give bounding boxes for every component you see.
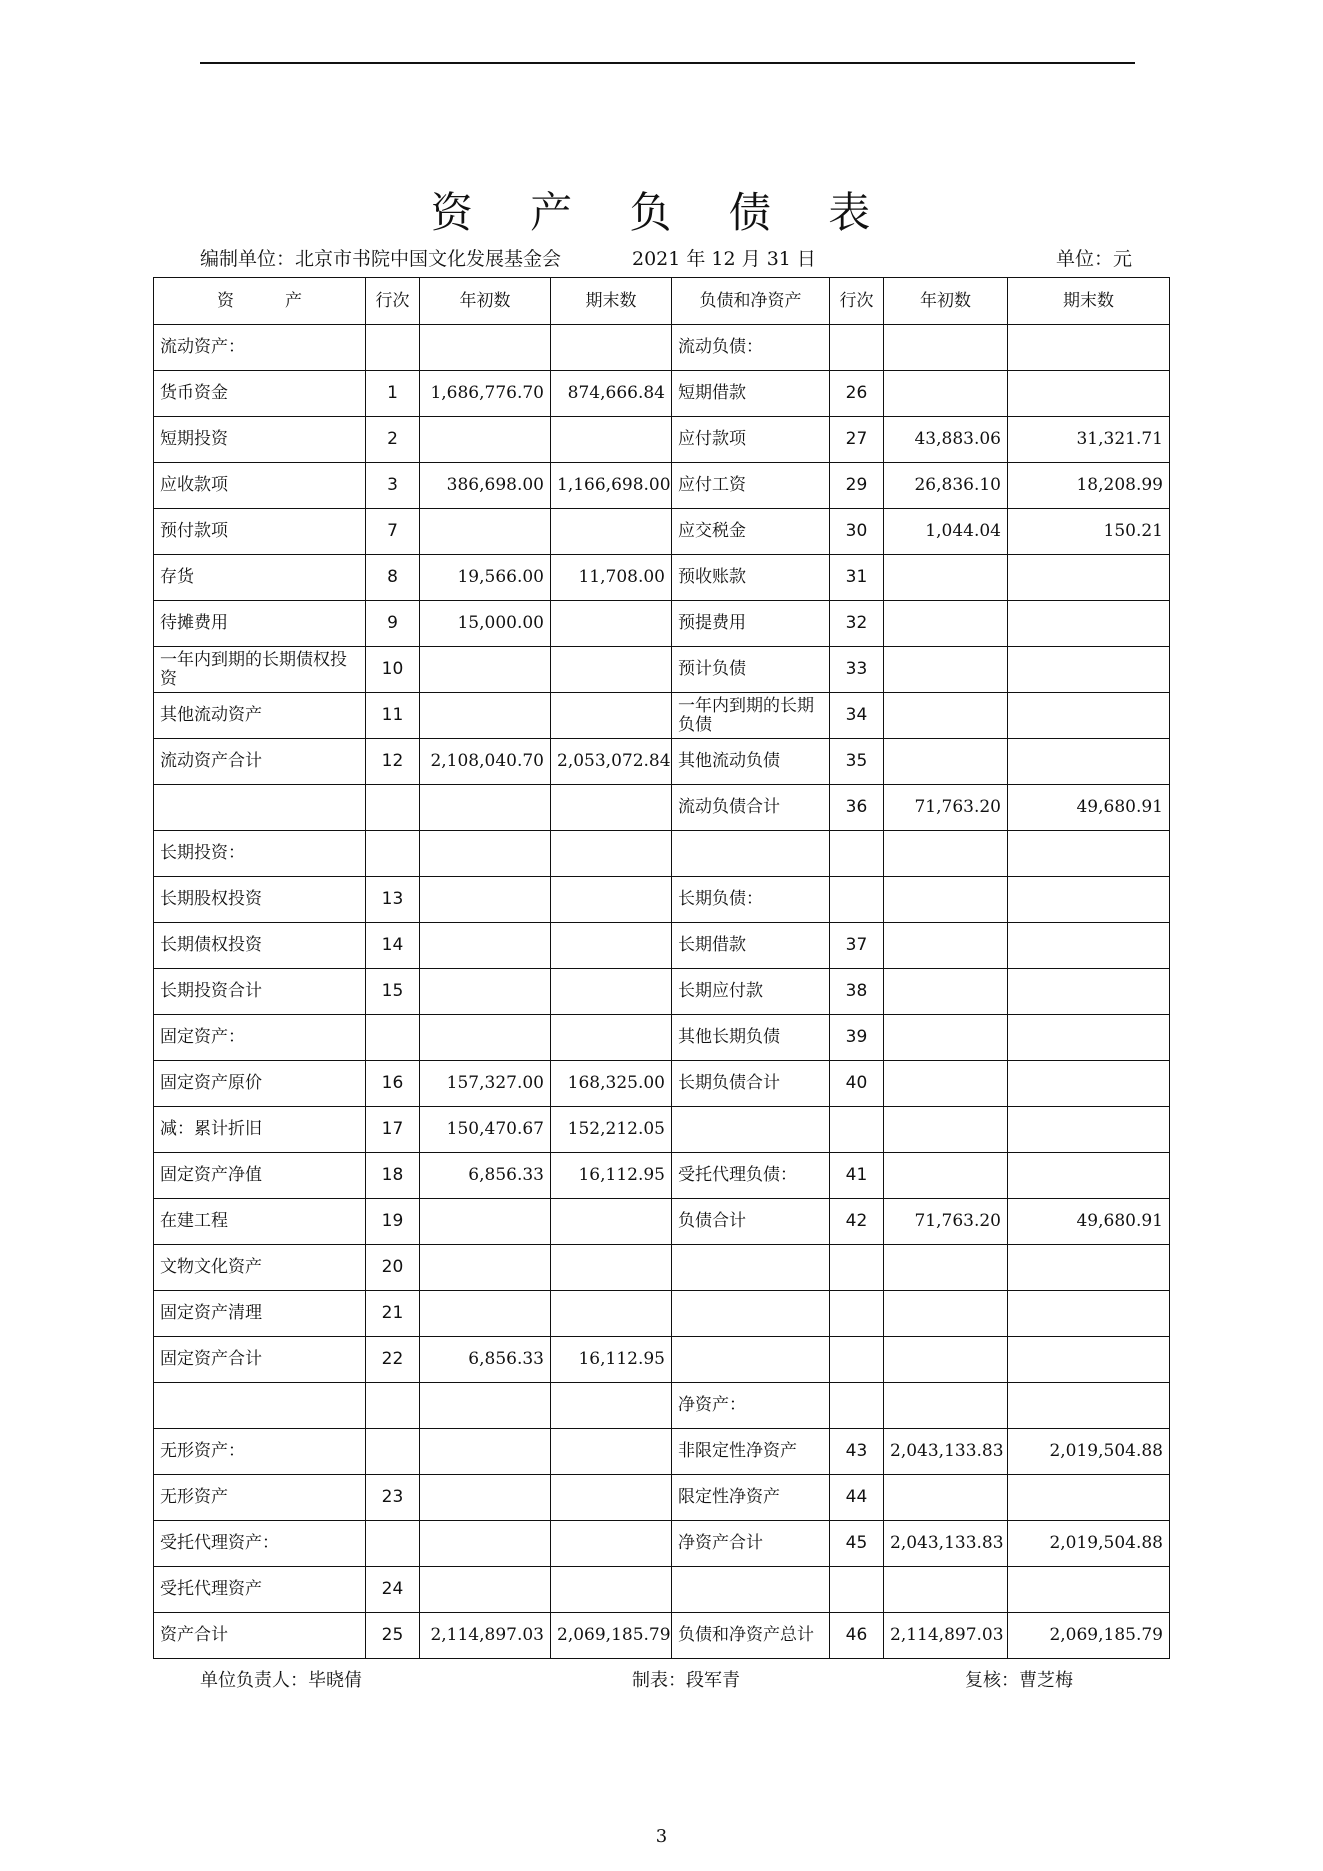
liability-end-cell: 18,208.99 <box>1008 463 1170 509</box>
asset-end-cell <box>551 1199 672 1245</box>
asset-begin-cell <box>420 923 551 969</box>
asset-line-no-cell <box>366 785 420 831</box>
liability-begin-cell <box>884 831 1008 877</box>
header-end: 期末数 <box>1008 278 1170 325</box>
liability-begin-cell <box>884 601 1008 647</box>
header-begin: 年初数 <box>420 278 551 325</box>
liability-end-cell <box>1008 647 1170 693</box>
asset-line-no-cell: 2 <box>366 417 420 463</box>
asset-begin-cell: 2,108,040.70 <box>420 739 551 785</box>
asset-begin-cell <box>420 693 551 739</box>
asset-item-cell: 受托代理资产： <box>154 1521 366 1567</box>
asset-line-no-cell <box>366 831 420 877</box>
table-row <box>154 1153 1170 1199</box>
asset-begin-cell: 6,856.33 <box>420 1153 551 1199</box>
asset-begin-cell <box>420 969 551 1015</box>
asset-line-no-cell: 10 <box>366 647 420 693</box>
liability-item-cell: 净资产合计 <box>672 1521 830 1567</box>
asset-end-cell <box>551 601 672 647</box>
signatures <box>200 1668 1080 1694</box>
asset-item-cell: 资产合计 <box>154 1613 366 1659</box>
liability-line-no-cell <box>830 1107 884 1153</box>
asset-begin-cell <box>420 1245 551 1291</box>
asset-item-cell: 货币资金 <box>154 371 366 417</box>
liability-item-cell <box>672 1291 830 1337</box>
header-end: 期末数 <box>551 278 672 325</box>
liability-line-no-cell: 44 <box>830 1475 884 1521</box>
table-row <box>154 1107 1170 1153</box>
liability-end-cell <box>1008 601 1170 647</box>
asset-line-no-cell <box>366 1383 420 1429</box>
asset-item-cell: 长期债权投资 <box>154 923 366 969</box>
asset-end-cell: 874,666.84 <box>551 371 672 417</box>
liability-end-cell <box>1008 831 1170 877</box>
liability-end-cell <box>1008 1061 1170 1107</box>
liability-end-cell <box>1008 1153 1170 1199</box>
liability-line-no-cell: 35 <box>830 739 884 785</box>
liability-end-cell: 31,321.71 <box>1008 417 1170 463</box>
liability-begin-cell: 1,044.04 <box>884 509 1008 555</box>
liability-line-no-cell: 45 <box>830 1521 884 1567</box>
asset-end-cell <box>551 969 672 1015</box>
asset-begin-cell <box>420 647 551 693</box>
asset-line-no-cell: 3 <box>366 463 420 509</box>
table-row <box>154 1521 1170 1567</box>
asset-begin-cell: 1,686,776.70 <box>420 371 551 417</box>
liability-item-cell <box>672 1245 830 1291</box>
liability-end-cell <box>1008 1567 1170 1613</box>
asset-end-cell <box>551 1567 672 1613</box>
liability-item-cell: 预收账款 <box>672 555 830 601</box>
liability-end-cell <box>1008 693 1170 739</box>
liability-begin-cell <box>884 1475 1008 1521</box>
liability-begin-cell: 2,043,133.83 <box>884 1521 1008 1567</box>
asset-begin-cell: 150,470.67 <box>420 1107 551 1153</box>
liability-line-no-cell: 27 <box>830 417 884 463</box>
liability-end-cell <box>1008 371 1170 417</box>
liability-line-no-cell: 38 <box>830 969 884 1015</box>
liability-begin-cell <box>884 923 1008 969</box>
asset-begin-cell <box>420 1199 551 1245</box>
asset-item-cell: 流动资产合计 <box>154 739 366 785</box>
table-row <box>154 1383 1170 1429</box>
sign-maker: 制表：段军青 <box>632 1670 740 1691</box>
sign-reviewer: 复核：曹芝梅 <box>965 1670 1073 1691</box>
liability-end-cell <box>1008 325 1170 371</box>
table-row <box>154 1337 1170 1383</box>
liability-item-cell: 长期借款 <box>672 923 830 969</box>
asset-begin-cell: 15,000.00 <box>420 601 551 647</box>
liability-begin-cell: 2,043,133.83 <box>884 1429 1008 1475</box>
asset-item-cell: 固定资产： <box>154 1015 366 1061</box>
table-row <box>154 693 1170 739</box>
liability-begin-cell: 43,883.06 <box>884 417 1008 463</box>
liability-line-no-cell <box>830 1245 884 1291</box>
asset-begin-cell <box>420 1475 551 1521</box>
liability-item-cell: 应付款项 <box>672 417 830 463</box>
asset-line-no-cell: 19 <box>366 1199 420 1245</box>
asset-begin-cell: 2,114,897.03 <box>420 1613 551 1659</box>
liability-item-cell: 流动负债合计 <box>672 785 830 831</box>
asset-end-cell <box>551 831 672 877</box>
asset-end-cell <box>551 325 672 371</box>
asset-item-cell: 减：累计折旧 <box>154 1107 366 1153</box>
liability-line-no-cell: 41 <box>830 1153 884 1199</box>
table-row <box>154 877 1170 923</box>
asset-line-no-cell: 13 <box>366 877 420 923</box>
liability-line-no-cell: 33 <box>830 647 884 693</box>
liability-end-cell <box>1008 1383 1170 1429</box>
liability-item-cell: 负债合计 <box>672 1199 830 1245</box>
asset-line-no-cell: 1 <box>366 371 420 417</box>
liability-line-no-cell: 34 <box>830 693 884 739</box>
liability-item-cell: 一年内到期的长期负债 <box>672 693 830 739</box>
asset-item-cell: 无形资产： <box>154 1429 366 1475</box>
asset-begin-cell <box>420 1383 551 1429</box>
table-row <box>154 1199 1170 1245</box>
asset-begin-cell <box>420 1567 551 1613</box>
table-row <box>154 601 1170 647</box>
asset-end-cell <box>551 1291 672 1337</box>
asset-line-no-cell: 12 <box>366 739 420 785</box>
liability-item-cell: 短期借款 <box>672 371 830 417</box>
asset-end-cell <box>551 1015 672 1061</box>
org-name: 编制单位：北京市书院中国文化发展基金会 <box>200 248 562 270</box>
liability-begin-cell: 71,763.20 <box>884 785 1008 831</box>
liability-end-cell <box>1008 1015 1170 1061</box>
liability-begin-cell <box>884 877 1008 923</box>
asset-line-no-cell: 8 <box>366 555 420 601</box>
liability-item-cell <box>672 1337 830 1383</box>
table-row <box>154 371 1170 417</box>
asset-begin-cell <box>420 417 551 463</box>
liability-item-cell: 应交税金 <box>672 509 830 555</box>
table-row <box>154 923 1170 969</box>
header-begin: 年初数 <box>884 278 1008 325</box>
asset-item-cell <box>154 1383 366 1429</box>
liability-end-cell <box>1008 1245 1170 1291</box>
table-row <box>154 1015 1170 1061</box>
asset-item-cell: 应收款项 <box>154 463 366 509</box>
liability-begin-cell <box>884 647 1008 693</box>
asset-begin-cell <box>420 1429 551 1475</box>
asset-end-cell <box>551 1383 672 1429</box>
liability-item-cell: 预提费用 <box>672 601 830 647</box>
liability-begin-cell <box>884 1153 1008 1199</box>
asset-line-no-cell: 9 <box>366 601 420 647</box>
asset-begin-cell: 19,566.00 <box>420 555 551 601</box>
table-row <box>154 509 1170 555</box>
currency-unit: 单位：元 <box>1055 248 1132 270</box>
asset-end-cell <box>551 509 672 555</box>
asset-item-cell: 待摊费用 <box>154 601 366 647</box>
asset-line-no-cell: 18 <box>366 1153 420 1199</box>
liability-end-cell: 2,019,504.88 <box>1008 1429 1170 1475</box>
liability-end-cell <box>1008 1337 1170 1383</box>
page-number: 3 <box>655 1826 668 1847</box>
liability-begin-cell: 26,836.10 <box>884 463 1008 509</box>
liability-begin-cell <box>884 1337 1008 1383</box>
liability-item-cell: 其他流动负债 <box>672 739 830 785</box>
liability-item-cell: 长期负债： <box>672 877 830 923</box>
asset-end-cell <box>551 785 672 831</box>
liability-line-no-cell <box>830 1337 884 1383</box>
asset-begin-cell <box>420 785 551 831</box>
liability-line-no-cell: 43 <box>830 1429 884 1475</box>
liability-begin-cell: 2,114,897.03 <box>884 1613 1008 1659</box>
liability-line-no-cell <box>830 1567 884 1613</box>
table-row <box>154 1475 1170 1521</box>
asset-end-cell: 16,112.95 <box>551 1153 672 1199</box>
liability-begin-cell <box>884 555 1008 601</box>
asset-line-no-cell: 16 <box>366 1061 420 1107</box>
asset-end-cell <box>551 647 672 693</box>
liability-end-cell <box>1008 877 1170 923</box>
asset-end-cell <box>551 1521 672 1567</box>
header-assets: 资 产 <box>154 278 366 325</box>
asset-line-no-cell: 15 <box>366 969 420 1015</box>
liability-end-cell: 2,069,185.79 <box>1008 1613 1170 1659</box>
asset-end-cell: 11,708.00 <box>551 555 672 601</box>
asset-begin-cell <box>420 877 551 923</box>
liability-end-cell: 2,019,504.88 <box>1008 1521 1170 1567</box>
asset-item-cell: 预付款项 <box>154 509 366 555</box>
liability-begin-cell <box>884 371 1008 417</box>
liability-end-cell <box>1008 923 1170 969</box>
liability-item-cell: 限定性净资产 <box>672 1475 830 1521</box>
table-row <box>154 785 1170 831</box>
liability-end-cell: 49,680.91 <box>1008 785 1170 831</box>
asset-line-no-cell: 14 <box>366 923 420 969</box>
table-row <box>154 1061 1170 1107</box>
header-line-no: 行次 <box>830 278 884 325</box>
liability-end-cell <box>1008 555 1170 601</box>
asset-end-cell: 2,053,072.84 <box>551 739 672 785</box>
asset-begin-cell <box>420 1015 551 1061</box>
liability-begin-cell <box>884 969 1008 1015</box>
header-rule <box>200 62 1135 64</box>
table-row <box>154 325 1170 371</box>
asset-begin-cell: 6,856.33 <box>420 1337 551 1383</box>
liability-end-cell <box>1008 1107 1170 1153</box>
asset-end-cell: 16,112.95 <box>551 1337 672 1383</box>
liability-line-no-cell <box>830 1383 884 1429</box>
liability-line-no-cell: 31 <box>830 555 884 601</box>
asset-end-cell <box>551 877 672 923</box>
asset-line-no-cell: 22 <box>366 1337 420 1383</box>
asset-item-cell: 固定资产清理 <box>154 1291 366 1337</box>
liability-end-cell: 49,680.91 <box>1008 1199 1170 1245</box>
liability-begin-cell <box>884 1107 1008 1153</box>
table-row <box>154 831 1170 877</box>
liability-item-cell <box>672 1567 830 1613</box>
asset-line-no-cell: 7 <box>366 509 420 555</box>
table-row <box>154 417 1170 463</box>
table-row <box>154 1613 1170 1659</box>
table-row <box>154 1245 1170 1291</box>
liability-end-cell <box>1008 1291 1170 1337</box>
asset-item-cell: 长期投资： <box>154 831 366 877</box>
asset-item-cell: 其他流动资产 <box>154 693 366 739</box>
liability-item-cell <box>672 831 830 877</box>
asset-end-cell <box>551 1475 672 1521</box>
liability-item-cell: 流动负债： <box>672 325 830 371</box>
liability-begin-cell <box>884 325 1008 371</box>
table-row <box>154 555 1170 601</box>
liability-line-no-cell: 37 <box>830 923 884 969</box>
liability-begin-cell: 71,763.20 <box>884 1199 1008 1245</box>
asset-item-cell: 存货 <box>154 555 366 601</box>
liability-line-no-cell <box>830 831 884 877</box>
header-row <box>154 278 1170 325</box>
asset-line-no-cell: 23 <box>366 1475 420 1521</box>
asset-line-no-cell <box>366 1015 420 1061</box>
asset-line-no-cell: 17 <box>366 1107 420 1153</box>
liability-line-no-cell: 30 <box>830 509 884 555</box>
table-row <box>154 1567 1170 1613</box>
asset-line-no-cell: 20 <box>366 1245 420 1291</box>
liability-item-cell: 应付工资 <box>672 463 830 509</box>
asset-item-cell: 长期股权投资 <box>154 877 366 923</box>
asset-item-cell: 长期投资合计 <box>154 969 366 1015</box>
asset-item-cell: 文物文化资产 <box>154 1245 366 1291</box>
liability-item-cell: 非限定性净资产 <box>672 1429 830 1475</box>
asset-item-cell: 固定资产原价 <box>154 1061 366 1107</box>
liability-end-cell: 150.21 <box>1008 509 1170 555</box>
liability-item-cell: 净资产： <box>672 1383 830 1429</box>
header-line-no: 行次 <box>366 278 420 325</box>
liability-begin-cell <box>884 1291 1008 1337</box>
asset-begin-cell: 386,698.00 <box>420 463 551 509</box>
asset-begin-cell <box>420 509 551 555</box>
table-row <box>154 647 1170 693</box>
asset-line-no-cell: 25 <box>366 1613 420 1659</box>
asset-begin-cell <box>420 1291 551 1337</box>
page-title: 资 产 负 债 表 <box>430 188 893 237</box>
balance-sheet-table <box>153 277 1170 1659</box>
asset-begin-cell: 157,327.00 <box>420 1061 551 1107</box>
asset-end-cell <box>551 923 672 969</box>
liability-end-cell <box>1008 969 1170 1015</box>
liability-end-cell <box>1008 739 1170 785</box>
asset-begin-cell <box>420 325 551 371</box>
liability-item-cell <box>672 1107 830 1153</box>
liability-begin-cell <box>884 1383 1008 1429</box>
asset-line-no-cell <box>366 1521 420 1567</box>
liability-item-cell: 预计负债 <box>672 647 830 693</box>
liability-line-no-cell: 46 <box>830 1613 884 1659</box>
asset-item-cell <box>154 785 366 831</box>
header-liabilities: 负债和净资产 <box>672 278 830 325</box>
liability-begin-cell <box>884 1245 1008 1291</box>
asset-item-cell: 短期投资 <box>154 417 366 463</box>
liability-begin-cell <box>884 693 1008 739</box>
asset-line-no-cell: 24 <box>366 1567 420 1613</box>
liability-end-cell <box>1008 1475 1170 1521</box>
liability-begin-cell <box>884 739 1008 785</box>
asset-item-cell: 无形资产 <box>154 1475 366 1521</box>
asset-end-cell <box>551 693 672 739</box>
liability-line-no-cell: 29 <box>830 463 884 509</box>
asset-item-cell: 流动资产： <box>154 325 366 371</box>
asset-item-cell: 一年内到期的长期债权投资 <box>154 647 366 693</box>
asset-end-cell <box>551 1245 672 1291</box>
liability-line-no-cell: 26 <box>830 371 884 417</box>
asset-line-no-cell <box>366 325 420 371</box>
liability-line-no-cell: 40 <box>830 1061 884 1107</box>
asset-end-cell: 168,325.00 <box>551 1061 672 1107</box>
liability-line-no-cell <box>830 877 884 923</box>
asset-begin-cell <box>420 1521 551 1567</box>
liability-line-no-cell: 36 <box>830 785 884 831</box>
table-row <box>154 739 1170 785</box>
asset-item-cell: 在建工程 <box>154 1199 366 1245</box>
table-row <box>154 463 1170 509</box>
table-row <box>154 1291 1170 1337</box>
table-row <box>154 1429 1170 1475</box>
asset-item-cell: 受托代理资产 <box>154 1567 366 1613</box>
liability-begin-cell <box>884 1567 1008 1613</box>
asset-end-cell <box>551 1429 672 1475</box>
liability-line-no-cell <box>830 1291 884 1337</box>
liability-item-cell: 其他长期负债 <box>672 1015 830 1061</box>
liability-begin-cell <box>884 1061 1008 1107</box>
asset-item-cell: 固定资产净值 <box>154 1153 366 1199</box>
asset-begin-cell <box>420 831 551 877</box>
liability-item-cell: 长期负债合计 <box>672 1061 830 1107</box>
asset-line-no-cell: 21 <box>366 1291 420 1337</box>
report-info <box>200 246 1132 272</box>
table-row <box>154 969 1170 1015</box>
liability-line-no-cell: 32 <box>830 601 884 647</box>
liability-line-no-cell: 42 <box>830 1199 884 1245</box>
liability-item-cell: 长期应付款 <box>672 969 830 1015</box>
liability-begin-cell <box>884 1015 1008 1061</box>
liability-item-cell: 受托代理负债： <box>672 1153 830 1199</box>
asset-end-cell <box>551 417 672 463</box>
asset-end-cell: 152,212.05 <box>551 1107 672 1153</box>
asset-line-no-cell: 11 <box>366 693 420 739</box>
asset-end-cell: 1,166,698.00 <box>551 463 672 509</box>
asset-item-cell: 固定资产合计 <box>154 1337 366 1383</box>
liability-item-cell: 负债和净资产总计 <box>672 1613 830 1659</box>
sign-head: 单位负责人：毕晓倩 <box>200 1670 362 1691</box>
liability-line-no-cell <box>830 325 884 371</box>
asset-line-no-cell <box>366 1429 420 1475</box>
asset-end-cell: 2,069,185.79 <box>551 1613 672 1659</box>
report-date: 2021 年 12 月 31 日 <box>632 248 816 270</box>
liability-line-no-cell: 39 <box>830 1015 884 1061</box>
